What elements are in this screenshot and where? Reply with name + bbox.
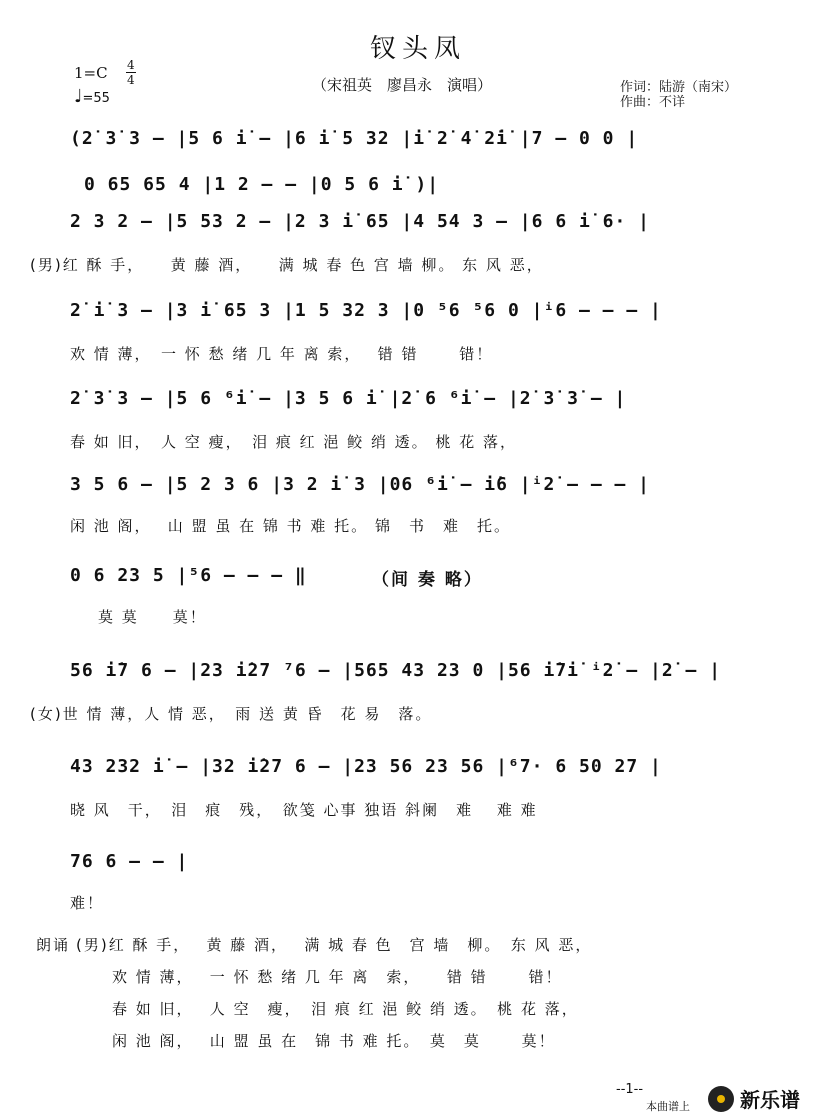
key-signature: 1=C bbox=[74, 64, 108, 82]
score-line-9: 43 232 i̇ – |32 i̇27 6 – |23 56 23 56 |⁶7· 6 50 27 | bbox=[70, 756, 662, 777]
song-title: 钗头凤 bbox=[369, 34, 466, 64]
composer-credit: 作曲：不详 bbox=[620, 95, 686, 110]
lyric-line-4: 欢 情 薄， 一 怀 愁 绪 几 年 离 索， 错 错 错！ bbox=[70, 345, 494, 363]
lyric-line-5: 春 如 旧， 人 空 瘦， 泪 痕 红 浥 鲛 绡 透。 桃 花 落， bbox=[70, 433, 517, 451]
recitation-label: 朗诵 bbox=[36, 936, 71, 954]
recitation-line-4: 闲 池 阁， 山 盟 虽 在 锦 书 难 托。 莫 莫 莫！ bbox=[112, 1032, 556, 1050]
singers-credit: （宋祖英 廖昌永 演唱） bbox=[312, 76, 493, 94]
logo-text: 新乐谱 bbox=[740, 1088, 800, 1112]
recitation-line-1: (男)红 酥 手， 黄 藤 酒， 满 城 春 色 宫 墙 柳。 东 风 恶， bbox=[76, 936, 593, 954]
lyric-line-3: (男)红 酥 手， 黄 藤 酒， 满 城 春 色 宫 墙 柳。 东 风 恶， bbox=[30, 256, 544, 274]
record-disc-icon bbox=[708, 1086, 734, 1112]
recitation-line-3: 春 如 旧， 人 空 瘦， 泪 痕 红 浥 鲛 绡 透。 桃 花 落， bbox=[112, 1000, 579, 1018]
time-signature bbox=[126, 58, 136, 87]
tempo-marking bbox=[74, 86, 110, 107]
score-line-5: 2̇ 3̇ 3 – |5 6 ⁶i̇ – |3 5 6 i̇ |2̇ 6 ⁶i̇ – |2̇ 3̇ 3̇ – | bbox=[70, 388, 627, 409]
lyric-line-10: 难！ bbox=[70, 894, 105, 912]
lyric-line-6: 闲 池 阁， 山 盟 虽 在 锦 书 难 托。 锦 书 难 托。 bbox=[70, 517, 511, 535]
site-logo bbox=[708, 1084, 800, 1113]
score-line-2: 0 65 65 4 |1 2 – – |0 5 6 i̇ )| bbox=[84, 174, 440, 195]
score-line-6: 3 5 6 – |5 2 3 6 |3 2 i̇ 3 |06 ⁶i̇ – i̇6 |ⁱ2̇ – – – | bbox=[70, 474, 651, 495]
score-line-10: 76 6 – – | bbox=[70, 851, 189, 872]
quarter-note-icon: ♩ bbox=[74, 86, 83, 107]
page-number: --1-- bbox=[616, 1082, 644, 1097]
score-line-7: 0 6 23 5 |⁵6 – – – ‖ bbox=[70, 565, 307, 586]
lyricist-credit: 作词：陆游（南宋） bbox=[620, 80, 738, 95]
credits bbox=[620, 80, 737, 110]
recitation-line-2: 欢 情 薄， 一 怀 愁 绪 几 年 离 索， 错 错 错！ bbox=[112, 968, 563, 986]
score-line-4: 2̇ i̇ 3 – |3 i̇ 65 3 |1 5 32 3 |0 ⁵6 ⁵6 0 |ⁱ6 – – – | bbox=[70, 300, 662, 321]
time-signature-top: 4 bbox=[127, 58, 135, 72]
score-line-3: 2 3 2 – |5 53 2 – |2 3 i̇ 65 |4 54 3 – |6 6 i̇ 6· | bbox=[70, 211, 651, 232]
score-line-8: 56 i̇7 6 – |23 i̇27 ⁷6 – |565 43 23 0 |56 i̇7i̇ ⁱ2̇ – |2̇ – | bbox=[70, 660, 722, 681]
footer-note: 本曲谱上 bbox=[646, 1100, 690, 1113]
score-line-1: (2̇ 3̇ 3 – |5 6 i̇ – |6 i̇ 5 32 |i̇ 2̇ 4̇ 2̇i̇ |7 – 0 0 | bbox=[70, 128, 639, 149]
tempo-value: =55 bbox=[82, 91, 110, 106]
lyric-line-9: 晓 风 干， 泪 痕 残， 欲笺 心事 独语 斜阑 难 难 难 bbox=[70, 801, 538, 819]
time-signature-bottom: 4 bbox=[127, 73, 135, 87]
lyric-line-7: 莫 莫 莫！ bbox=[98, 608, 207, 626]
lyric-line-8: (女)世 情 薄，人 情 恶， 雨 送 黄 昏 花 易 落。 bbox=[30, 705, 433, 723]
interlude-label: （间 奏 略） bbox=[372, 570, 483, 590]
